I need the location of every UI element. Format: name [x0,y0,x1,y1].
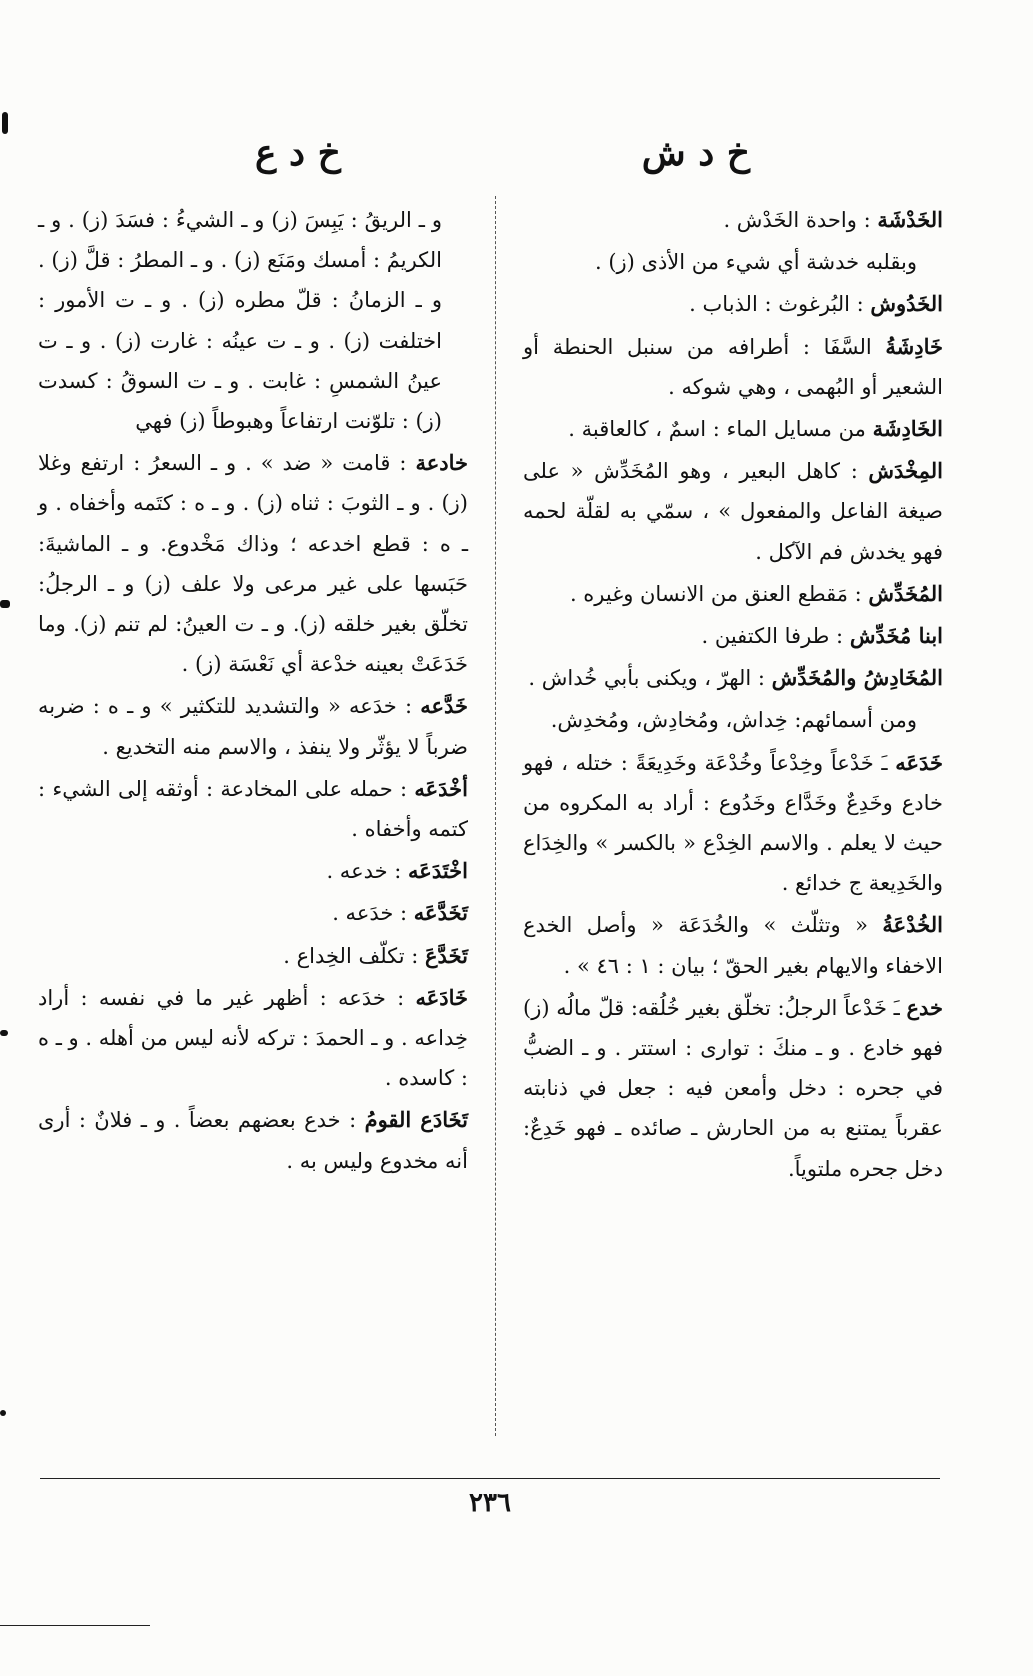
dictionary-entry [38,851,468,891]
dictionary-entry [38,893,468,933]
entry-headword: تَخَدَّعَ [425,942,468,968]
scan-mark-2 [0,600,10,608]
right-column [523,200,943,1440]
dictionary-entry [38,936,468,976]
column-divider [495,196,496,1436]
dictionary-entry [523,284,943,324]
entry-definition: ـَ خَدْعاً وخِدْعاً وخُدْعَة وخَدِيعَةً : ختله ، فهو خادع وخَدِعٌ وخَدَّاع وخَدُوع : أراد به المكروه من حيث لا يعلم . والاسم الخِدْع « بالكسر » والخِدَاع والخَدِيعة ج خدائع . [523,750,943,896]
page-number: ٢٣٦ [469,1488,511,1518]
entry-definition: : الهرّ ، ويكنى بأبي خُداش . [528,666,772,691]
entry-headword: تَخَادَع القومُ [364,1107,468,1133]
footer-rule [0,1625,150,1626]
entry-headword: اخْتَدَعَه [408,858,468,884]
entry-definition: : البُرغوث : الذباب . [689,292,871,317]
entry-definition: : تكلّف الخِداع . [283,943,426,968]
dictionary-entry [523,988,943,1189]
entry-definition: : مَقطع العنق من الانسان وغيره . [569,581,869,606]
scan-mark-3 [0,1030,8,1036]
dictionary-entry [523,200,943,240]
entry-headword: خَادَعَه [415,984,468,1010]
dictionary-entry [38,978,468,1099]
entry-headword: المُخَادِشُ والمُخَدِّش [771,665,943,691]
entry-headword: خَادِشَةُ [885,333,943,359]
entry-definition: : خدَعه : أظهر غير ما في نفسه : أراد خِداعه . و ـ الحمدَ : تركه لأنه ليس من أهله . و ـ ه : كاسده . [38,985,468,1091]
dictionary-entry [523,451,943,572]
entry-definition: : طرفا الكتفين . [701,624,850,649]
left-column [38,200,468,1440]
entry-definition: : قامت « ضد » . و ـ السعرُ : ارتفع وغلا (ز) . و ـ الثوبَ : ثناه (ز) . و ـ ه : كتَمه وأخفاه . و ـ ه : قطع اخدعه ؛ وذاك مَخْدوع. و ـ الماشيةَ: حَبَسها على غير مرعى ولا علف (ز) و ـ الرجلُ: تخلّق بغير خلقه (ز). و ـ ت العينُ: لم تنم (ز). وما خَدَعَتْ بعينه خدْعة أي نَعْسَة (ز) . [38,451,468,677]
entry-headword: المُخَدِّش [868,580,943,606]
dictionary-entry [38,443,468,684]
dictionary-entry [523,658,943,698]
entry-headword: الخُدْعَةُ [882,912,943,938]
entry-definition: : واحدة الخَدْش . [723,208,878,232]
header-root-left: خ د ع [255,132,341,174]
dictionary-entry [523,616,943,656]
page-header [40,132,940,182]
entry-definition: وبقلبه خدشة أي شيء من الأذى (ز) . [594,250,917,275]
entry-headword: خدع [906,994,943,1020]
entry-definition: السَّفَا : أطرافه من سنبل الحنطة أو الشعير أو البُهمى ، وهي شوكه . [523,334,943,399]
entry-headword: الخَدُوش [870,291,943,317]
entry-definition: و ـ الريقُ : يَبِسَ (ز) و ـ الشيءُ : فسَدَ (ز) . و ـ الكريمُ : أمسك ومَنَع (ز) . و ـ المطرُ : قلَّ (ز) . و ـ الزمانُ : قلّ مطره (ز) . و ـ ت الأمور : اختلفت (ز) . و ـ ت عينُه : غارت (ز) . و ـ ت عينُ الشمسِ : غابت . و ـ ت السوقُ : كسدت (ز) : تلوّنت ارتفاعاً وهبوطاً (ز) فهي [38,208,442,434]
dictionary-entry [38,200,468,441]
scan-mark-4 [0,1410,6,1416]
entry-definition: : خدَعه . [332,901,414,926]
entry-headword: خَدَعَه [895,749,943,775]
entry-definition: « وتثلّث » والخُدَعَة « وأصل الخدع الاخفاء والايهام بغير الحقّ ؛ بيان : ١ : ٤٦ » . [523,913,943,978]
dictionary-entry [523,700,943,740]
entry-definition: : خدعه . [326,859,409,884]
entry-definition: : خدع بعضهم بعضاً . و ـ فلانٌ : أرى أنه مخدوع وليس به . [38,1108,468,1173]
entry-definition: ـَ خَدْعاً الرجلُ: تخلّق بغير خُلُقه: قلّ مالُه (ز) فهو خادع . و ـ منكَ : توارى : استتر . و ـ الضبُّ في جحره : دخل وأمعن فيه : جعل في ذنابته عقرباً يمتنع به من الحارش ـ صائده ـ فهو خَدِعٌ: دخل جحره ملتوياً. [523,995,943,1181]
dictionary-entry [523,905,943,985]
dictionary-entry [523,409,943,449]
entry-headword: تَخَدَّعَه [413,900,468,926]
dictionary-entry [523,327,943,407]
entry-definition: من مسايل الماء : اسمٌ ، كالعاقبة . [568,417,873,442]
entry-headword: خادعة [415,450,468,476]
entry-headword: الخَدْشَة [877,207,943,232]
entry-headword: المِخْدَش [868,458,943,484]
entry-definition: : كاهل البعير ، وهو المُخَدِّش « على صيغة الفاعل والمفعول » ، سمّي به لقلّة لحمه فهو يخدش فم الآكل . [523,459,943,564]
scan-mark-1 [2,112,8,134]
header-root-right: خ د ش [641,132,750,174]
bottom-rule [40,1478,940,1479]
dictionary-entry [38,769,468,849]
entry-headword: ابنا مُخَدِّش [849,623,943,649]
dictionary-entry [38,1100,468,1180]
entry-headword: خَدَّعه [420,693,468,719]
dictionary-entry [523,743,943,904]
entry-definition: : حمله على المخادعة : أوثقه إلى الشيء : كتمه وأخفاه . [38,776,468,842]
entry-headword: الخَادِشَة [872,416,943,442]
entry-definition: : خدَعه « والتشديد للتكثير » و ـ ه : ضربه ضرباً لا يؤثّر ولا ينفذ ، والاسم منه التخديع . [38,694,468,759]
dictionary-entry [523,574,943,614]
dictionary-entry [38,686,468,766]
dictionary-entry [523,242,943,282]
entry-definition: ومن أسمائهم: خِداش، ومُخادِش، ومُخدِش. [550,708,917,733]
entry-headword: أخْدَعَه [414,775,468,801]
